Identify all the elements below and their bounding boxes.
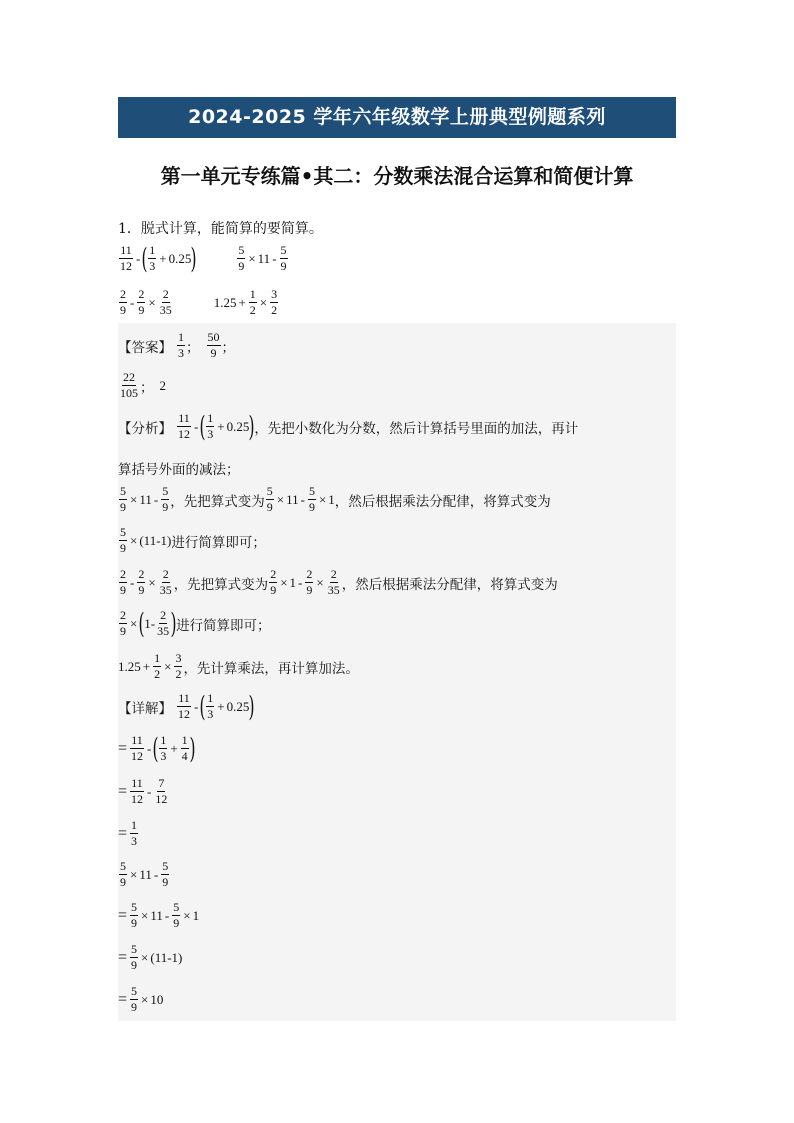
fraction: $\frac{5}{9}$: [131, 942, 138, 972]
analysis-row-3: $\frac{2}{9}$ - $\frac{2}{9}$ × $\frac{2}{35}$ ，先把算式变为 $\frac{2}{9}$ × 1 - $\frac{2}{9}$ × $\frac{2}{35}$ ，然后根据乘法分配律，将算式变为: [120, 567, 558, 597]
fraction: $\frac{1}{3}$: [131, 818, 138, 848]
fraction: $\frac{3}{2}$: [271, 287, 278, 317]
fraction: $\frac{11}{12}$: [131, 776, 144, 806]
fraction: $\frac{2}{35}$: [157, 608, 170, 638]
fraction: $\frac{11}{12}$: [120, 243, 132, 273]
answer-row: 【答案】 $\frac{1}{3}$ ； $\frac{50}{9}$ ；: [118, 330, 235, 360]
analysis-row-2b: $\frac{5}{9}$ × (11-1) 进行简算即可；: [120, 525, 266, 555]
fraction: $\frac{2}{9}$: [120, 608, 126, 638]
detail-row-7: = $\frac{5}{9}$ × (11-1): [118, 942, 183, 972]
fraction: $\frac{5}{9}$: [266, 484, 273, 514]
fraction: $\frac{11}{12}$: [131, 733, 144, 763]
fraction: $\frac{5}{9}$: [162, 859, 169, 889]
fraction: $\frac{5}{9}$: [131, 984, 138, 1014]
fraction: $\frac{1}{4}$: [181, 733, 188, 763]
analysis-row-1: 【分析】 $\frac{11}{12}$ - ( $\frac{1}{3}$ + 0.25 ) ，先把小数化为分数，然后计算括号里面的加法，再计: [118, 409, 579, 443]
fraction: $\frac{1}{3}$: [178, 330, 184, 360]
fraction: $\frac{5}{9}$: [280, 243, 287, 273]
fraction: $\frac{5}{9}$: [308, 484, 315, 514]
fraction: $\frac{3}{2}$: [175, 651, 182, 681]
analysis-row-2: $\frac{5}{9}$ × 11 - $\frac{5}{9}$ ，先把算式变为 $\frac{5}{9}$ × 11 - $\frac{5}{9}$ × 1 ，然后根据乘法分配律，将算式变为: [120, 484, 551, 514]
fraction: $\frac{7}{12}$: [155, 776, 168, 806]
fraction: $\frac{1}{3}$: [207, 411, 214, 441]
analysis-row-1b: 算括号外面的减法；: [118, 462, 240, 478]
detail-row-6: = $\frac{5}{9}$ × 11 - $\frac{5}{9}$ × 1: [118, 900, 200, 930]
fraction: $\frac{11}{12}$: [178, 411, 190, 441]
fraction: $\frac{2}{35}$: [159, 567, 172, 597]
fraction: $\frac{1}{3}$: [207, 691, 214, 721]
fraction: $\frac{2}{35}$: [327, 567, 340, 597]
fraction: $\frac{1}{3}$: [160, 733, 167, 763]
fraction: $\frac{2}{9}$: [138, 287, 145, 317]
fraction: $\frac{2}{35}$: [159, 287, 172, 317]
fraction: $\frac{5}{9}$: [120, 525, 126, 555]
analysis-row-4: 1.25 + $\frac{1}{2}$ × $\frac{3}{2}$ ，先计算乘法，再计算加法。: [118, 651, 359, 681]
fraction: $\frac{1}{2}$: [249, 287, 256, 317]
detail-row-1: 【详解】 $\frac{11}{12}$ - ( $\frac{1}{3}$ + 0.25 ): [118, 689, 255, 723]
detail-row-5: $\frac{5}{9}$ × 11 - $\frac{5}{9}$: [120, 859, 169, 889]
fraction: $\frac{2}{9}$: [120, 567, 126, 597]
fraction: $\frac{2}{9}$: [138, 567, 145, 597]
detail-row-8: = $\frac{5}{9}$ × 10: [118, 984, 164, 1014]
fraction: $\frac{2}{9}$: [270, 567, 277, 597]
page-title: 第一单元专练篇•其二：分数乘法混合运算和简便计算: [160, 164, 634, 188]
fraction: $\frac{2}{9}$: [306, 567, 313, 597]
fraction: $\frac{22}{105}$: [120, 370, 138, 400]
fraction: $\frac{5}{9}$: [238, 243, 245, 273]
question-text: 1．脱式计算，能简算的要简算。: [118, 221, 323, 237]
detail-row-2: = $\frac{11}{12}$ - ( $\frac{1}{3}$ + $\frac{1}{4}$ ): [118, 731, 196, 765]
fraction: $\frac{5}{9}$: [131, 900, 138, 930]
fraction: $\frac{5}{9}$: [162, 484, 169, 514]
fraction: $\frac{5}{9}$: [173, 900, 180, 930]
fraction: $\frac{50}{9}$: [207, 330, 220, 360]
detail-row-3: = $\frac{11}{12}$ - $\frac{7}{12}$: [118, 776, 168, 806]
fraction: $\frac{1}{2}$: [154, 651, 161, 681]
fraction: $\frac{11}{12}$: [178, 691, 190, 721]
answer-row-2: $\frac{22}{105}$ ； 2: [120, 370, 166, 400]
fraction: $\frac{1}{3}$: [149, 243, 156, 273]
detail-row-4: = $\frac{1}{3}$: [118, 818, 138, 848]
header-banner: 2024-2025 学年六年级数学上册典型例题系列: [118, 97, 676, 138]
fraction: $\frac{5}{9}$: [120, 484, 126, 514]
analysis-row-3b: $\frac{2}{9}$ × ( 1- $\frac{2}{35}$ ) 进行简算即可；: [120, 606, 271, 640]
fraction: $\frac{2}{9}$: [120, 287, 126, 317]
problem-row-1: $\frac{11}{12}$ - ( $\frac{1}{3}$ + 0.25 ) $\frac{5}{9}$ × 11 - $\frac{5}{9}$: [120, 241, 287, 275]
fraction: $\frac{5}{9}$: [120, 859, 126, 889]
problem-row-2: $\frac{2}{9}$ - $\frac{2}{9}$ × $\frac{2}{35}$ 1.25 + $\frac{1}{2}$ × $\frac{3}{2}$: [120, 287, 278, 317]
